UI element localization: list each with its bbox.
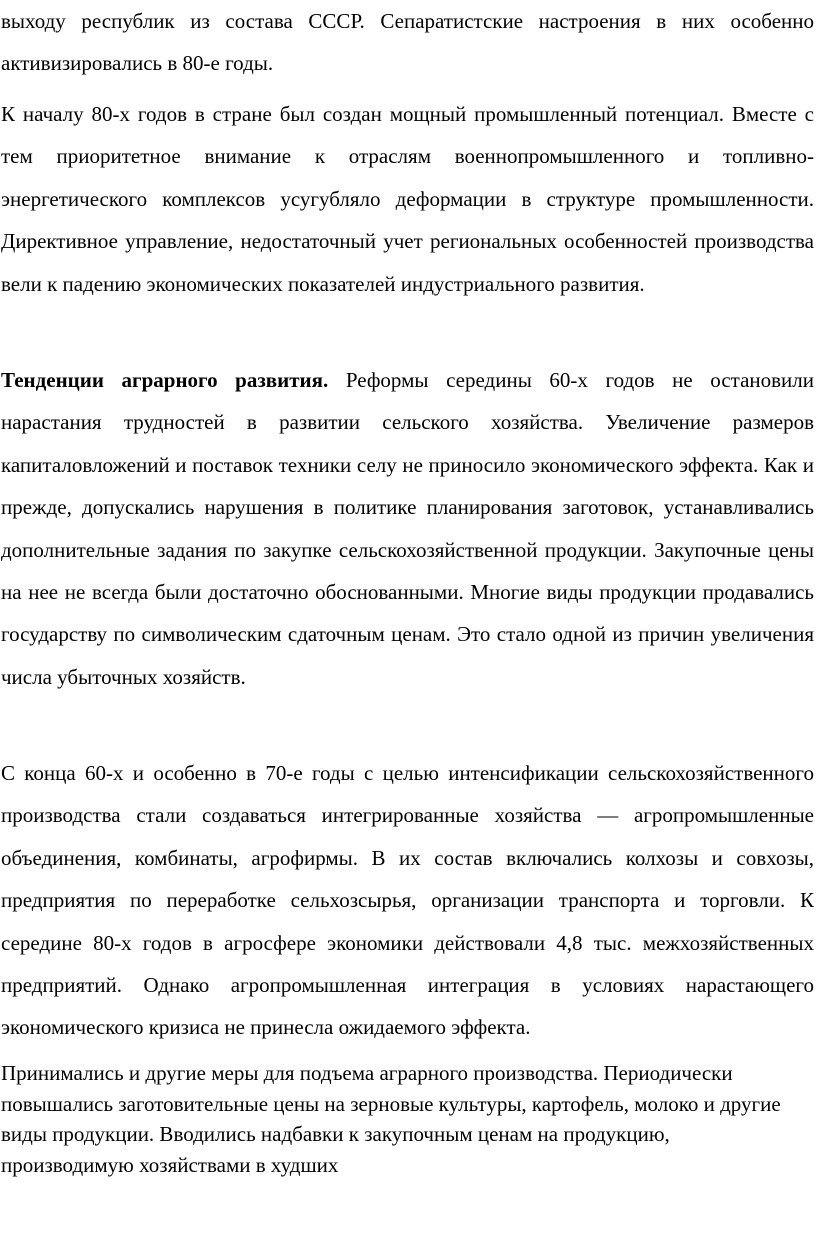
section-heading: Тенденции аграрного развития. — [1, 368, 329, 392]
paragraph-text: К началу 80-х годов в стране был создан мощный промышленный потенциал. Вместе с тем приоритетное внимание к отраслям военнопромышленного и топливно-энергетического комплексов усугубляло деформации в структуре промышленности. Директивное управление, недостаточный учет региональных особенностей производства вели к падению экономических показателей индустриального развития. — [1, 102, 814, 296]
paragraph-text: Принимались и другие меры для подъема аграрного производства. Периодически повышались заготовительные цены на зерновые культуры, картофель, молоко и другие виды продукции. Вводились надбавки к закупочным ценам на продукцию, производимую хозяйствами в худших — [1, 1061, 781, 1177]
paragraph-text: С конца 60-х и особенно в 70-е годы с целью интенсификации сельскохозяйственного производства стали создаваться интегрированные хозяйства — агропромышленные объединения, комбинаты, агрофирмы. В их состав включались колхозы и совхозы, предприятия по переработке сельхозсырья, организации транспорта и торговли. К середине 80-х годов в агросфере экономики действовали 4,8 тыс. межхозяйственных предприятий. Однако агропромышленная интеграция в условиях нарастающего экономического кризиса не принесла ожидаемого эффекта. — [1, 761, 814, 1040]
paragraph-agro-integration — [1, 752, 814, 1049]
paragraph-text: Реформы середины 60-х годов не остановили нарастания трудностей в развитии сельского хозяйства. Увеличение размеров капиталовложений и поставок техники селу не приносило экономического эффекта. Как и прежде, допускались нарушения в политике планирования заготовок, устанавливались дополнительные задания по закупке сельскохозяйственной продукции. Закупочные цены на нее не всегда были достаточно обоснованными. Многие виды продукции продавались государству по символическим сдаточным ценам. Это стало одной из причин увеличения числа убыточных хозяйств. — [1, 368, 815, 689]
paragraph-agrarian-trends — [1, 359, 814, 698]
paragraph-separatism — [1, 0, 814, 85]
paragraph-other-measures — [1, 1058, 791, 1180]
paragraph-text: выходу республик из состава СССР. Сепаратистские настроения в них особенно активизировались в 80-е годы. — [1, 9, 814, 76]
paragraph-industry — [1, 93, 814, 305]
